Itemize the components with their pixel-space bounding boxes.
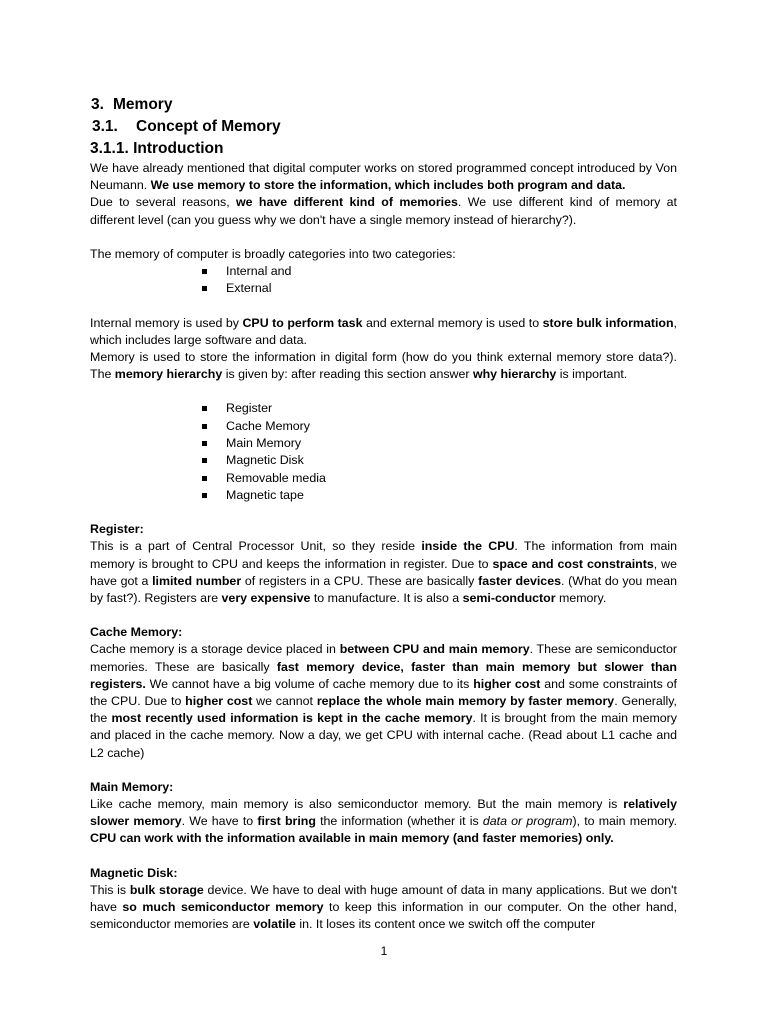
list-item: Magnetic Disk <box>202 452 677 469</box>
list-item: Internal and <box>202 263 677 280</box>
heading-section: 3.1. Concept of Memory <box>92 118 281 135</box>
square-bullet-icon <box>202 269 207 274</box>
cache-memory-paragraph: Cache memory is a storage device placed in between CPU and main memory. These are semiconductor memories. These are basically fast memory device, faster than main memory but slower than registers. We cannot have a big volume of cache memory due to its higher cost and some constraints of the CPU. Due to higher cost we cannot replace the whole main memory by faster memory. Generally, the most recently used information is kept in the cache memory. It is brought from the main memory and placed in the cache memory. Now a day, we get CPU with internal cache. (Read about L1 cache and L2 cache) <box>90 642 678 760</box>
square-bullet-icon <box>202 406 207 411</box>
intro-paragraph-2: Due to several reasons, we have different kind of memories. We use different kind of memory at different level (can you guess why we don't have a single memory instead of hierarchy?). <box>90 195 677 227</box>
hierarchy-list <box>90 400 677 504</box>
list-item: Magnetic tape <box>202 487 677 504</box>
intro-paragraph-1: We have already mentioned that digital computer works on stored programmed concept introduced by Von Neumann. We use memory to store the information, which includes both program and data. <box>90 161 677 193</box>
page-number: 1 <box>380 944 388 958</box>
list-item: External <box>202 280 677 297</box>
list-item: Removable media <box>202 470 677 487</box>
page-content <box>90 94 677 933</box>
main-memory-heading: Main Memory: <box>90 779 174 794</box>
magnetic-disk-paragraph: This is bulk storage device. We have to deal with huge amount of data in many applications. But we don't have so much semiconductor memory to keep this information in our computer. On the other hand, semiconductor memories are volatile in. It loses its content once we switch off the computer <box>90 882 678 932</box>
heading-chapter: 3. Memory <box>91 96 173 113</box>
list-item: Cache Memory <box>202 418 677 435</box>
main-memory-paragraph: Like cache memory, main memory is also semiconductor memory. But the main memory is relatively slower memory. We have to first bring the information (whether it is data or program), to main memory. CPU can work with the information available in main memory (and faster memories) only. <box>90 797 678 846</box>
category-list <box>90 263 677 298</box>
magnetic-disk-heading: Magnetic Disk: <box>90 865 178 880</box>
square-bullet-icon <box>202 493 207 498</box>
internal-memory-paragraph: Internal memory is used by CPU to perform task and external memory is used to store bulk information, which includes large software and data. <box>90 315 677 347</box>
square-bullet-icon <box>202 286 207 291</box>
square-bullet-icon <box>202 458 207 463</box>
square-bullet-icon <box>202 476 207 481</box>
register-paragraph: This is a part of Central Processor Unit, so they reside inside the CPU. The information from main memory is brought to CPU and keeps the information in register. Due to space and cost constraints, we have got a limited number of registers in a CPU. These are basically faster devices. (What do you mean by fast?). Registers are very expensive to manufacture. It is also a semi-conductor memory. <box>90 539 678 606</box>
register-heading: Register: <box>90 522 144 537</box>
cache-memory-heading: Cache Memory: <box>90 625 183 640</box>
intro-paragraph-3: The memory of computer is broadly categories into two categories: <box>90 246 456 261</box>
heading-subsection: 3.1.1. Introduction <box>90 140 224 157</box>
list-item: Register <box>202 400 677 417</box>
memory-hierarchy-paragraph: Memory is used to store the information in digital form (how do you think external memory store data?). The memory hierarchy is given by: after reading this section answer why hierarchy is important. <box>90 350 677 382</box>
list-item: Main Memory <box>202 435 677 452</box>
square-bullet-icon <box>202 424 207 429</box>
square-bullet-icon <box>202 441 207 446</box>
